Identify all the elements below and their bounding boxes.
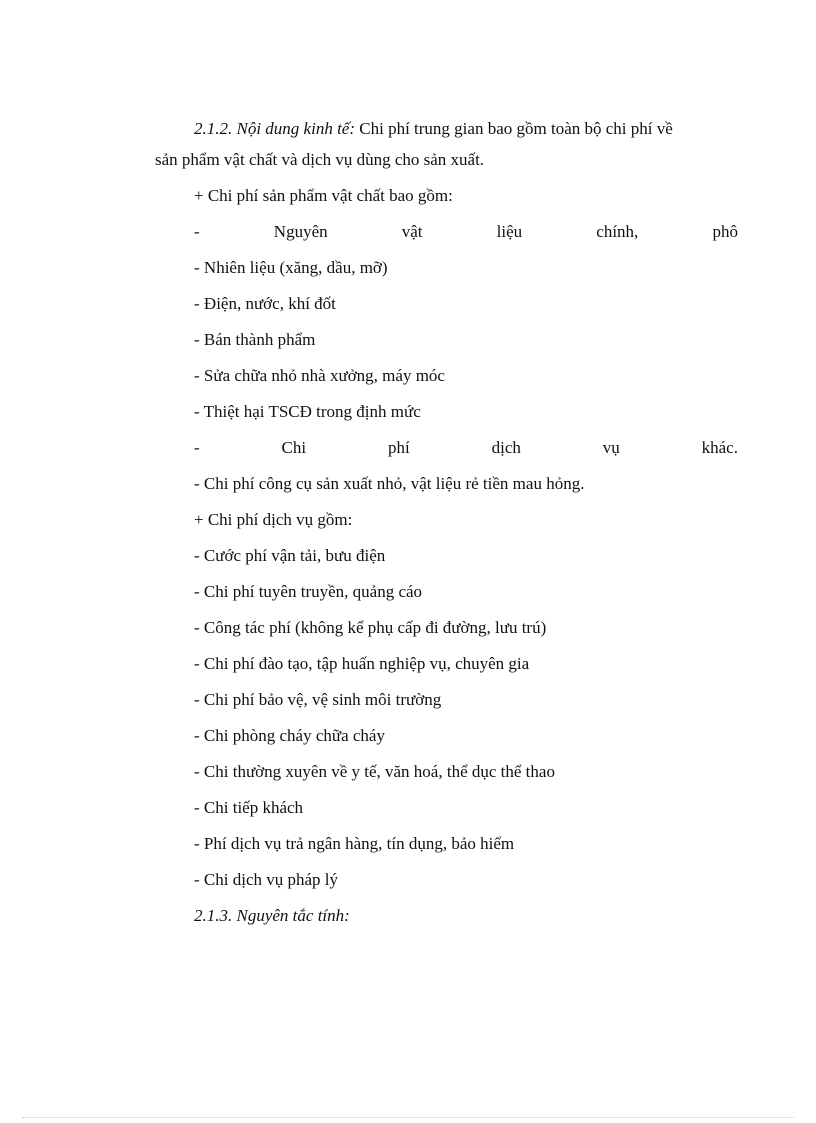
list-item: - Cước phí vận tải, bưu điện — [194, 546, 386, 565]
list-item: - Chi thường xuyên về y tế, văn hoá, thể dục thể thao — [194, 762, 555, 781]
spread-word: vụ — [602, 438, 620, 457]
spread-word: phô — [712, 222, 738, 241]
section-2-1-2-heading: 2.1.2. Nội dung kinh tế: — [194, 119, 356, 138]
material-spread-line-2 — [155, 436, 738, 472]
list-item: - Chi dịch vụ pháp lý — [194, 870, 339, 889]
section-2-1-2-paragraph — [155, 117, 738, 148]
document-body — [155, 117, 738, 940]
spread-word: Nguyên — [273, 222, 328, 241]
list-item: - Chi tiếp khách — [194, 798, 304, 817]
list-item: - Công tác phí (không kể phụ cấp đi đường, lưu trú) — [194, 618, 547, 637]
spread-word: phí — [387, 438, 410, 457]
spread-word: vật — [401, 222, 423, 241]
list-item: - Chi phí đào tạo, tập huấn nghiệp vụ, chuyên gia — [194, 654, 530, 673]
list-item: - Chi phòng cháy chữa cháy — [194, 726, 385, 745]
list-item: - Sửa chữa nhỏ nhà xưởng, máy móc — [194, 366, 445, 385]
material-costs-title: + Chi phí sản phẩm vật chất bao gồm: — [194, 186, 453, 205]
section-2-1-3-heading: 2.1.3. Nguyên tắc tính: — [194, 906, 350, 925]
spread-word: khác. — [701, 438, 738, 457]
section-2-1-2-text-line-1: Chi phí trung gian bao gồm toàn bộ chi phí về — [355, 119, 673, 138]
list-item: - Chi phí bảo vệ, vệ sinh môi trường — [194, 690, 442, 709]
list-item: - Điện, nước, khí đốt — [194, 294, 336, 313]
list-item: - Chi phí tuyên truyền, quảng cáo — [194, 582, 423, 601]
spread-word: chính, — [596, 222, 639, 241]
material-spread-line-1 — [155, 220, 738, 256]
spread-word: liệu — [496, 222, 523, 241]
service-costs-title: + Chi phí dịch vụ gồm: — [194, 510, 353, 529]
spread-word: Chi — [281, 438, 307, 457]
list-item: - Thiệt hại TSCĐ trong định mức — [194, 402, 421, 421]
list-item: - Phí dịch vụ trả ngân hàng, tín dụng, bảo hiểm — [194, 834, 515, 853]
spread-word: dịch — [491, 438, 521, 457]
page-bottom-dotted-rule — [22, 1117, 794, 1118]
list-item: - Bán thành phẩm — [194, 330, 316, 349]
spread-word: - — [194, 222, 200, 241]
list-item: - Chi phí công cụ sản xuất nhỏ, vật liệu rẻ tiền mau hỏng. — [194, 474, 585, 493]
spread-word: - — [194, 438, 200, 457]
section-2-1-2-text-line-2: sản phẩm vật chất và dịch vụ dùng cho sản xuất. — [155, 150, 485, 169]
list-item: - Nhiên liệu (xăng, dầu, mỡ) — [194, 258, 388, 277]
